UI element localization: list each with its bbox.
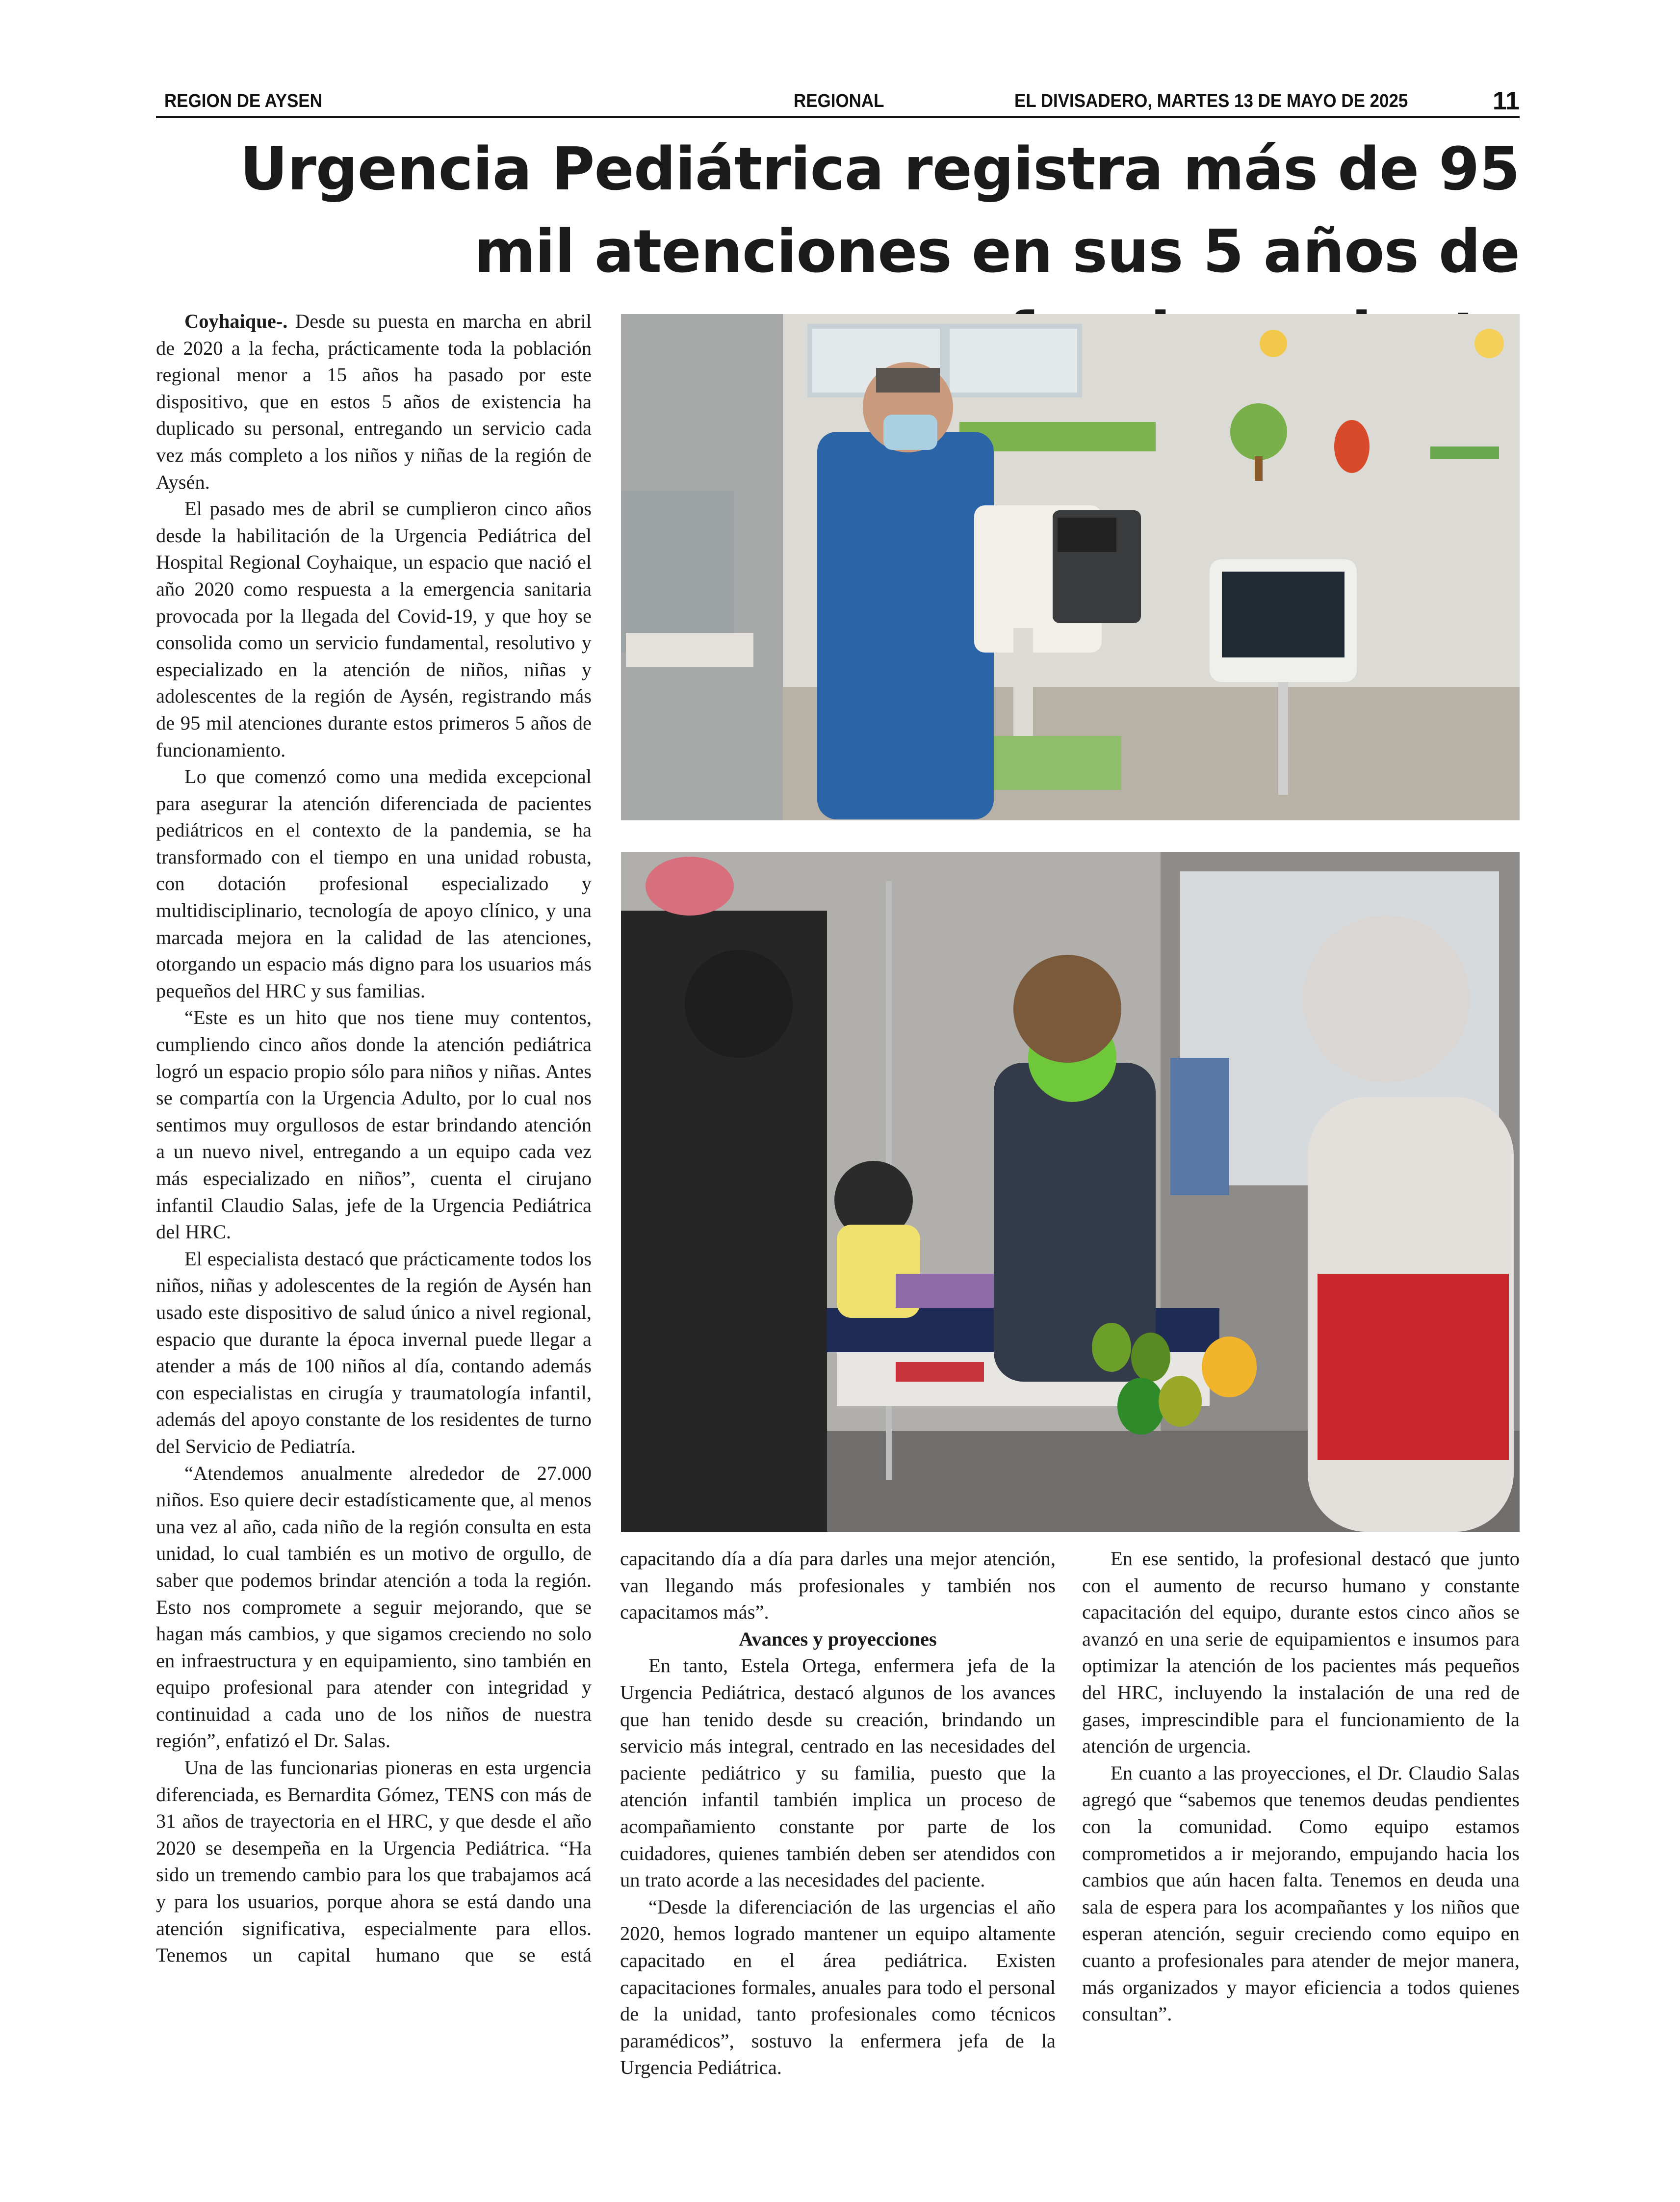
paragraph: En tanto, Estela Ortega, enfermera jefa de la Urgencia Pediátrica, destacó algunos de los avances que han tenido desde su creación, brindando un servicio más integral, centrado en las necesidades del paciente pediátrico y su familia, puesto que la atención infantil también implica un proceso de acompañamiento constante por parte de los cuidadores, quienes también deben ser atendidos con un trato acorde a las necesidades del paciente. <box>620 1654 1056 1891</box>
paragraph: “Atendemos anualmente alrededor de 27.000 niños. Eso quiere decir estadísticamente que, al menos una vez al año, cada niño de la región consulta en esta unidad, lo cual también es un motivo de orgullo, de saber que podemos brindar atención a toda la región. Esto nos compromete a seguir mejorando, que se hagan más cambios, y que sigamos creciendo no solo en infraestructura y en equipamiento, sino también en equipo profesional para atender con integridad y continuidad a cada uno de los niños de nuestra región”, enfatizó el Dr. Salas. <box>156 1462 592 1752</box>
continued-paragraph: capacitando día a día para darles una mejor atención, van llegando más profesionales y también nos capacitamos más”. <box>620 1547 1056 1624</box>
paragraph: “Desde la diferenciación de las urgencias el año 2020, hemos logrado mantener un equipo altamente capacitado en el área pediátrica. Existen capacitaciones formales, anuales para todo el personal de la unidad, tanto profesionales como técnicos paramédicos”, sostuvo la enfermera jefa de la Urgencia Pediátrica. <box>620 1895 1056 2079</box>
paragraph: El especialista destacó que prácticamente todos los niños, niñas y adolescentes de la región de Aysén han usado este dispositivo de salud único a nivel regional, espacio que durante la época invernal puede llegar a atender a más de 100 niños al día, contando además con especialistas en cirugía y traumatología infantil, además del apoyo constante de los residentes de turno del Servicio de Pediatría. <box>156 1247 592 1457</box>
article-column-3 <box>1082 1546 1520 2028</box>
headline: Urgencia Pediátrica registra más de 95 mil atenciones en sus 5 años de <box>240 135 1520 286</box>
photo-doctor-equipment <box>621 314 1520 820</box>
paragraph: En ese sentido, la profesional destacó que junto con el aumento de recurso humano y constante capacitación del equipo, durante estos cinco años se avanzó en una serie de equipamientos e insumos para optimizar la atención de los pacientes más pequeños del HRC, incluyendo la instalación de una red de gases, imprescindible para el funcionamiento de la atención de urgencia. <box>1082 1547 1520 1757</box>
dateline: Coyhaique-. <box>184 310 288 332</box>
publication-date: EL DIVISADERO, MARTES 13 DE MAYO DE 2025 <box>1014 91 1408 111</box>
paragraph: El pasado mes de abril se cumplieron cinco años desde la habilitación de la Urgencia Pediátrica del Hospital Regional Coyhaique, un espacio que nació el año 2020 como respuesta a la emergencia sanitaria provocada por la llegada del Covid-19, y que hoy se consolida como un servicio fundamental, resolutivo y especializado en la atención de niños, niñas y adolescentes de la región de Aysén, registrando más de 95 mil atenciones durante estos primeros 5 años de funcionamiento. <box>156 498 592 761</box>
paragraph: Una de las funcionarias pioneras en esta urgencia diferenciada, es Bernardita Gómez, TENS con más de 31 años de trayectoria en el HRC, y que desde el año 2020 se desempeña en la Urgencia Pediátrica. “Ha sido un tremendo cambio para los que trabajamos acá y para los usuarios, porque ahora se está dando una atención significativa, especialmente para ellos. Tenemos un capital humano que se está <box>156 1756 592 1966</box>
paragraph: En cuanto a las proyecciones, el Dr. Claudio Salas agregó que “sabemos que tenemos deudas pendientes con la comunidad. Como equipo estamos comprometidos a ir mejorando, empujando hacia los cambios que aún hacen falta. Tenemos en deuda una sala de espera para los acompañantes y los niños que esperan atención, seguir creciendo como equipo en cuanto a profesionales para atender de mejor manera, más organizados y mayor eficiencia a todos quienes consultan”. <box>1082 1761 1520 2025</box>
lead-text: Desde su puesta en marcha en abril de 2020 a la fecha, prácticamente toda la población regional menor a 15 años ha pasado por este dispositivo, que en estos 5 años de existencia ha duplicado su personal, entregando un servicio cada vez más completo a los niños y niñas de la región de Aysén. <box>156 310 592 493</box>
paragraph: Lo que comenzó como una medida excepcional para asegurar la atención diferenciada de pacientes pediátricos en el contexto de la pandemia, se ha transformado con el tiempo en una unidad robusta, con dotación profesional especializado y multidisciplinario, tecnología de apoyo clínico, y una marcada mejora en la calidad de las atenciones, otorgando un espacio más digno para los usuarios más pequeños del HRC y sus familias. <box>156 765 592 1002</box>
header-rule <box>156 116 1520 118</box>
paragraph: “Este es un hito que nos tiene muy contentos, cumpliendo cinco años donde la atención pediátrica logró un espacio propio sólo para niños y niñas. Antes se compartía con la Urgencia Adulto, por lo cual nos sentimos muy orgullosos de estar brindando atención a un nuevo nivel, entregando a un equipo cada vez más especializado en niños”, cuenta el cirujano infantil Claudio Salas, jefe de la Urgencia Pediátrica del HRC. <box>156 1006 592 1243</box>
photo-child-with-costumed-characters <box>621 852 1520 1532</box>
page-number: 11 <box>1493 87 1520 115</box>
article-column-2 <box>620 1546 1056 2081</box>
section-label: REGIONAL <box>794 91 884 111</box>
section-name: REGION DE AYSEN <box>164 91 322 111</box>
lead-paragraph <box>156 308 592 496</box>
article-column-1 <box>156 308 592 1969</box>
subheading: Avances y proyecciones <box>739 1627 937 1650</box>
